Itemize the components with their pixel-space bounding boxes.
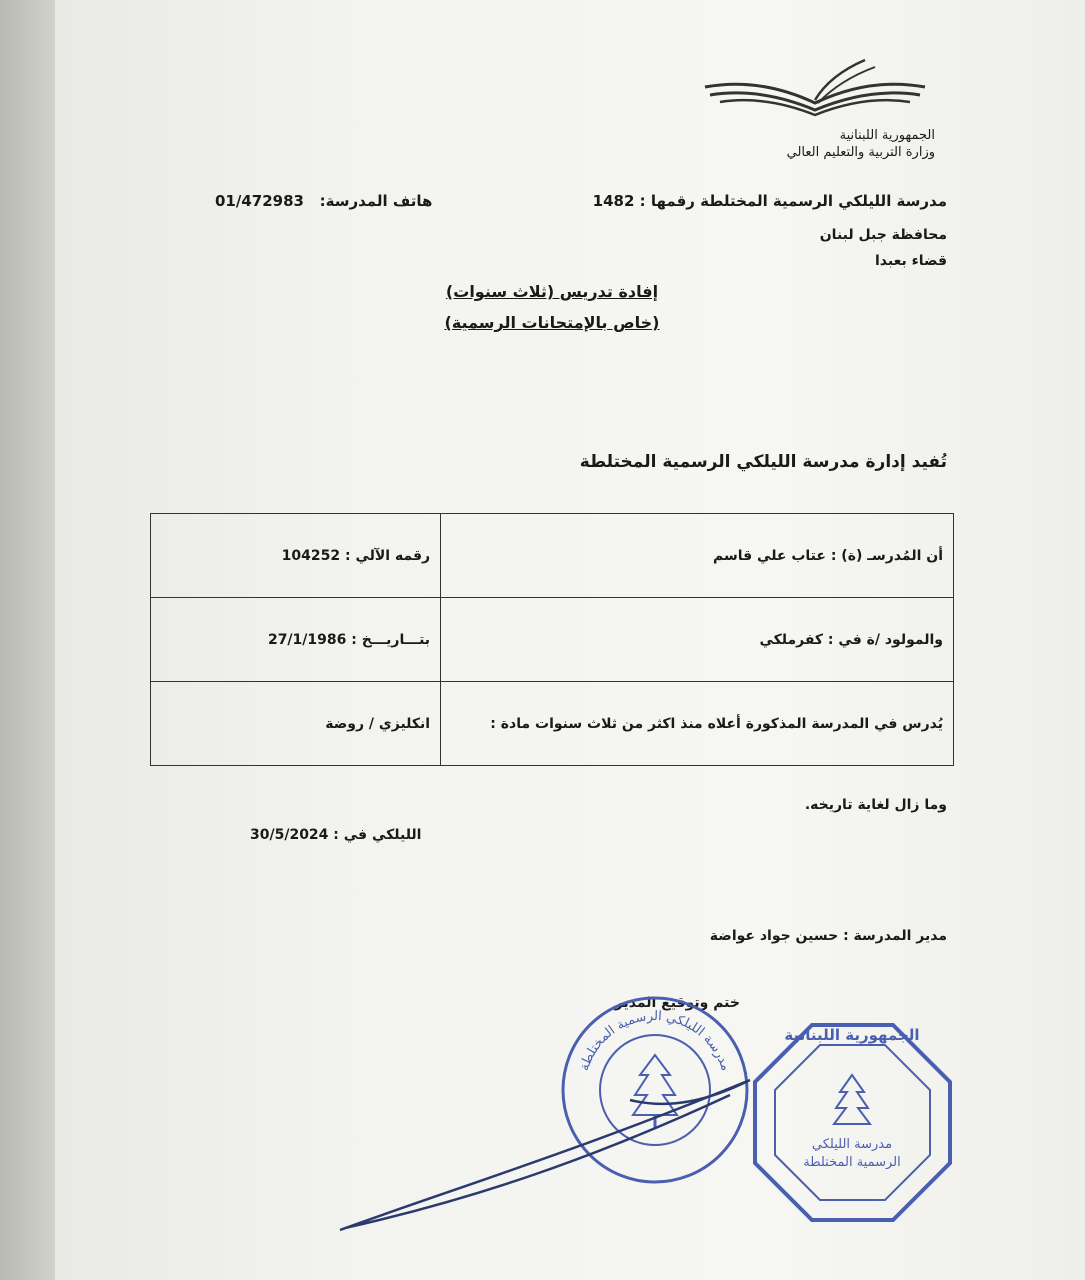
phone-number: 01/472983 — [215, 192, 304, 210]
stamp-signature-label: ختم وتوقيع المدير — [614, 995, 740, 1011]
teacher-info-table — [150, 513, 954, 766]
ministry-line-1: الجمهورية اللبنانية — [839, 128, 935, 143]
document-subtitle: (خاص بالإمتحانات الرسمية) — [444, 313, 660, 332]
oct-stamp-top-text: الجمهورية اللبنانية — [784, 1026, 920, 1044]
table-row — [151, 682, 954, 766]
table-row — [151, 514, 954, 598]
district: قضاء بعبدا — [874, 253, 947, 269]
round-stamp-text: مدرسة الليلكي الرسمية المختلطة — [576, 1008, 734, 1073]
octagon-official-stamp-icon — [750, 1020, 955, 1225]
place-date: الليلكي في : 30/5/2024 — [250, 827, 422, 843]
table-cell: أن المُدرسـ (ة) : عتاب علي قاسم — [441, 514, 954, 598]
governorate: محافظة جبل لبنان — [819, 227, 947, 243]
director-signature-icon — [330, 1040, 780, 1240]
ministry-line-2: وزارة التربية والتعليم العالي — [786, 145, 935, 160]
ministry-header — [787, 127, 935, 161]
school-phone — [215, 192, 432, 210]
table-cell: رقمه الآلي : 104252 — [151, 514, 441, 598]
still-teaching-note: وما زال لغاية تاريخه. — [804, 797, 947, 813]
page-shadow — [0, 0, 55, 1280]
table-cell: والمولود /ة في : كفرملكي — [441, 598, 954, 682]
phone-label: هاتف المدرسة: — [319, 192, 433, 210]
table-cell: بتـــاريـــخ : 27/1/1986 — [151, 598, 441, 682]
certify-statement: تُفيد إدارة مدرسة الليلكي الرسمية المختلطة — [579, 452, 947, 472]
ministry-book-logo-icon — [700, 55, 930, 125]
table-cell: انكليزي / روضة — [151, 682, 441, 766]
school-name: مدرسة الليلكي الرسمية المختلطة رقمها : 1482 — [592, 192, 947, 210]
table-row — [151, 598, 954, 682]
oct-stamp-line-2: الرسمية المختلطة — [803, 1155, 901, 1170]
director-name: مدير المدرسة : حسين جواد عواضة — [709, 928, 947, 944]
table-cell: يُدرس في المدرسة المذكورة أعلاه منذ اكثر من ثلاث سنوات مادة : — [441, 682, 954, 766]
oct-stamp-line-1: مدرسة الليلكي — [811, 1137, 893, 1152]
document-title: إفادة تدريس (ثلاث سنوات) — [445, 282, 659, 301]
